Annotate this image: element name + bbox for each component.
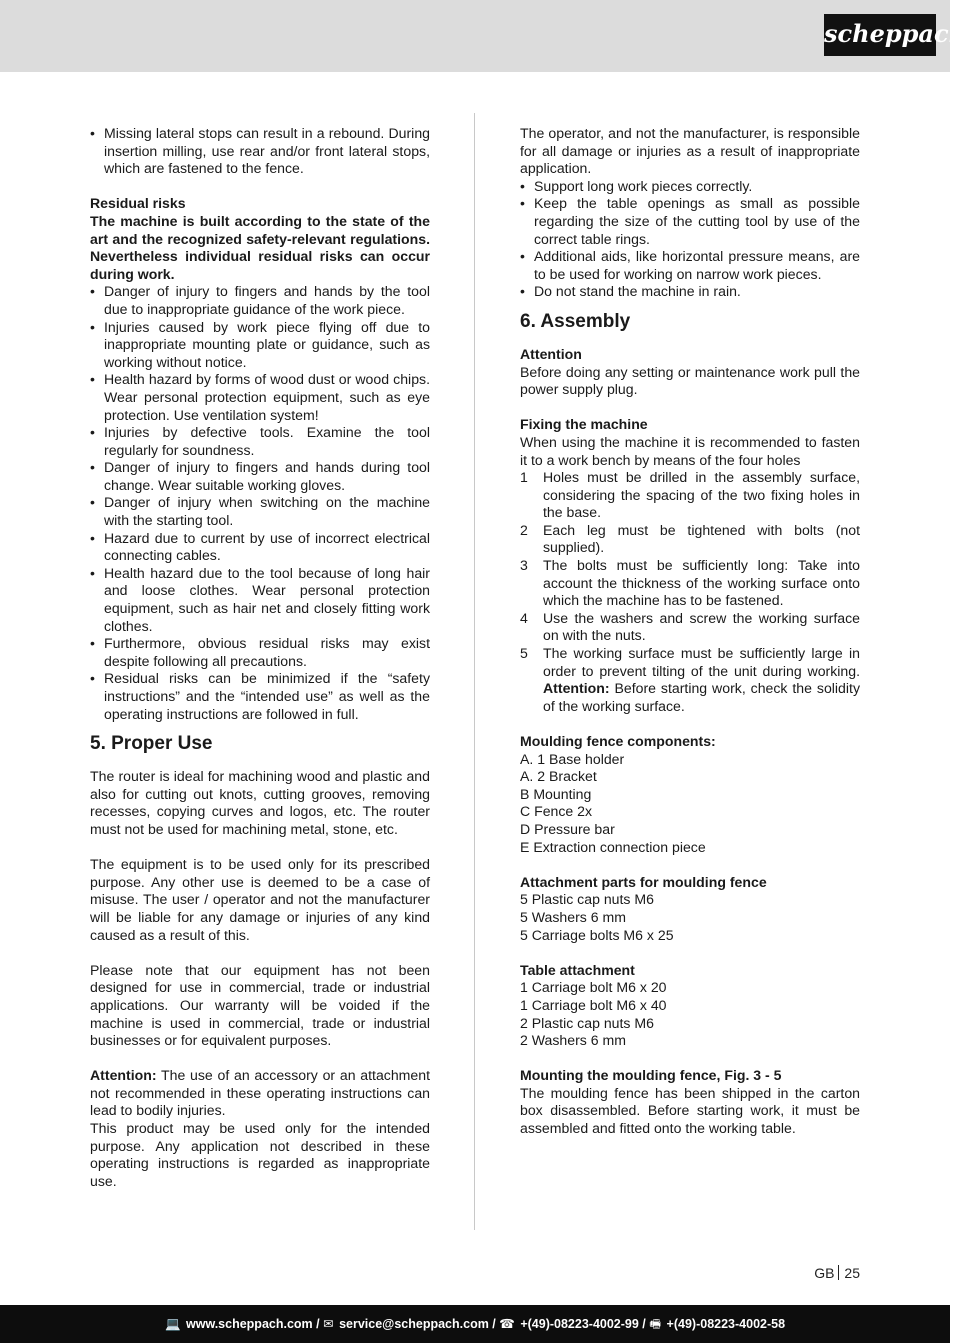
list-item: 1 Carriage bolt M6 x 40 — [520, 996, 667, 1013]
list-item: • Danger of injury to fingers and hands during tool change. Wear suitable working gloves. — [90, 459, 430, 494]
left-column — [90, 125, 430, 1190]
paragraph: When using the machine it is recommended to fasten it to a work bench by means of the four holes — [520, 433, 860, 468]
paragraph: The equipment is to be used only for its prescribed purpose. Any other use is deemed to be a case of misuse. The user / operator and not the manufacturer will be liable for any damage or injuries of any kind caused as a result of this. — [90, 856, 430, 943]
list-item: B Mounting — [520, 785, 592, 802]
fax-icon: 🖷 — [649, 1317, 662, 1331]
numbered-step: 1 Holes must be drilled in the assembly surface, considering the spacing of the two fixing holes in the base. — [520, 469, 860, 521]
right-column — [520, 125, 860, 1138]
column-divider — [474, 113, 475, 1230]
list-item: • Additional aids, like horizontal pressure means, are to be used for working on narrow work pieces. — [520, 248, 860, 283]
numbered-step: 3 The bolts must be sufficiently long: Take into account the thickness of the working surface onto which the machine has to be fastened. — [520, 557, 860, 609]
attachment-parts-heading: Attachment parts for moulding fence — [520, 873, 767, 890]
list-item: • Support long work pieces correctly. — [520, 178, 860, 196]
section-6-heading: 6. Assembly — [520, 310, 631, 332]
paragraph — [90, 1067, 430, 1120]
section-5-heading: 5. Proper Use — [90, 733, 213, 755]
list-item: • Furthermore, obvious residual risks may exist despite following all precautions. — [90, 635, 430, 670]
numbered-step: 4 Use the washers and screw the working surface on with the nuts. — [520, 609, 860, 644]
list-item: 2 Washers 6 mm — [520, 1032, 626, 1049]
computer-icon: 💻 — [164, 1317, 181, 1331]
fixing-heading: Fixing the machine — [520, 416, 648, 433]
footer-bar — [0, 1305, 950, 1343]
attention-heading: Attention — [520, 345, 582, 362]
list-item: • Health hazard due to the tool because of long hair and loose clothes. Wear personal protection equipment, such as hair net and closely fitting work clothes. — [90, 565, 430, 635]
list-item: A. 1 Base holder — [520, 750, 625, 767]
list-item: • Danger of injury to fingers and hands by the tool due to inappropriate guidance of the work piece. — [90, 283, 430, 318]
numbered-step: 5 The working surface must be sufficiently large in order to prevent tilting of the unit during working. Attention: Before starting work, check the solidity of the working surface. — [520, 645, 860, 714]
moulding-fence-heading: Moulding fence components: — [520, 733, 716, 749]
list-item: 5 Washers 6 mm — [520, 908, 626, 925]
phone-icon: ☎ — [499, 1317, 515, 1331]
list-item: • Injuries caused by work piece flying off due to inappropriate mounting plate or guidance, such as working without notice. — [90, 319, 430, 372]
list-item: C Fence 2x — [520, 803, 593, 820]
list-item: 2 Plastic cap nuts M6 — [520, 1014, 654, 1031]
paragraph: The operator, and not the manufacturer, is responsible for all damage or injuries as a result of inappropriate application. — [520, 125, 860, 177]
residual-risks-intro: The machine is built according to the state of the art and the recognized safety-relevant regulations. Nevertheless individual residual risks can occur during work. — [90, 212, 430, 282]
mail-icon: ✉ — [323, 1317, 334, 1331]
list-item: 1 Carriage bolt M6 x 20 — [520, 979, 667, 996]
page-number-value: 25 — [844, 1265, 860, 1281]
attention-label: Attention: — [90, 1067, 157, 1084]
attention-label: Attention: — [543, 680, 610, 697]
list-item: • Do not stand the machine in rain. — [520, 283, 860, 301]
list-item: A. 2 Bracket — [520, 768, 597, 785]
residual-risks-heading: Residual risks — [90, 195, 186, 212]
paragraph: The moulding fence has been shipped in the carton box disassembled. Before starting work, it must be assembled and fitted onto the working table. — [520, 1084, 860, 1137]
list-item: • Residual risks can be minimized if the “safety instructions” and the “intended use” as well as the operating instructions are followed in full. — [90, 670, 430, 723]
footer-email[interactable]: service@scheppach.com / — [339, 1317, 496, 1331]
language-code: GB — [814, 1265, 835, 1281]
list-item: E Extraction connection piece — [520, 838, 706, 855]
list-item: • Injuries by defective tools. Examine the tool regularly for soundness. — [90, 424, 430, 459]
list-item: • Missing lateral stops can result in a rebound. During insertion milling, use rear and/or front lateral stops, which are fastened to the fence. — [90, 125, 430, 178]
footer-website[interactable]: www.scheppach.com / — [186, 1317, 320, 1331]
mounting-heading: Mounting the moulding fence, Fig. 3 - 5 — [520, 1067, 782, 1084]
paragraph: Before doing any setting or maintenance work pull the power supply plug. — [520, 363, 860, 398]
numbered-step: 2 Each leg must be tightened with bolts (not supplied). — [520, 521, 860, 556]
table-attachment-heading: Table attachment — [520, 961, 635, 978]
list-item: • Health hazard by forms of wood dust or wood chips. Wear personal protection equipment, such as eye protection. Use ventilation system! — [90, 371, 430, 424]
page-number — [814, 1265, 860, 1281]
list-item: • Danger of injury when switching on the machine with the starting tool. — [90, 494, 430, 529]
paragraph: This product may be used only for the intended purpose. Any application not described in these operating instructions is regarded as inappropriate use. — [90, 1120, 430, 1189]
footer-phone: +(49)-08223-4002-99 / — [520, 1317, 646, 1331]
header-bar — [0, 0, 966, 72]
footer-fax: +(49)-08223-4002-58 — [666, 1317, 786, 1331]
list-item: D Pressure bar — [520, 820, 615, 837]
list-item: • Keep the table openings as small as possible regarding the size of the cutting tool by use of the correct table rings. — [520, 195, 860, 248]
paragraph: The router is ideal for machining wood and plastic and also for cutting out knots, cutting grooves, removing recesses, copying curves and logos, etc. The router must not be used for machining metal, stone, etc. — [90, 768, 430, 837]
scheppach-logo: scheppach — [824, 14, 936, 56]
paragraph: Please note that our equipment has not been designed for use in commercial, trade or industrial applications. Our warranty will be voided if the machine is used in commercial, trade or industrial businesses or for equivalent purposes. — [90, 961, 430, 1049]
list-item: 5 Carriage bolts M6 x 25 — [520, 926, 674, 943]
attention-text: The use of an accessory or an attachment not recommended in these operating instructions can lead to bodily injuries. — [90, 1067, 430, 1119]
list-item: • Hazard due to current by use of incorrect electrical connecting cables. — [90, 530, 430, 565]
list-item: 5 Plastic cap nuts M6 — [520, 891, 654, 908]
